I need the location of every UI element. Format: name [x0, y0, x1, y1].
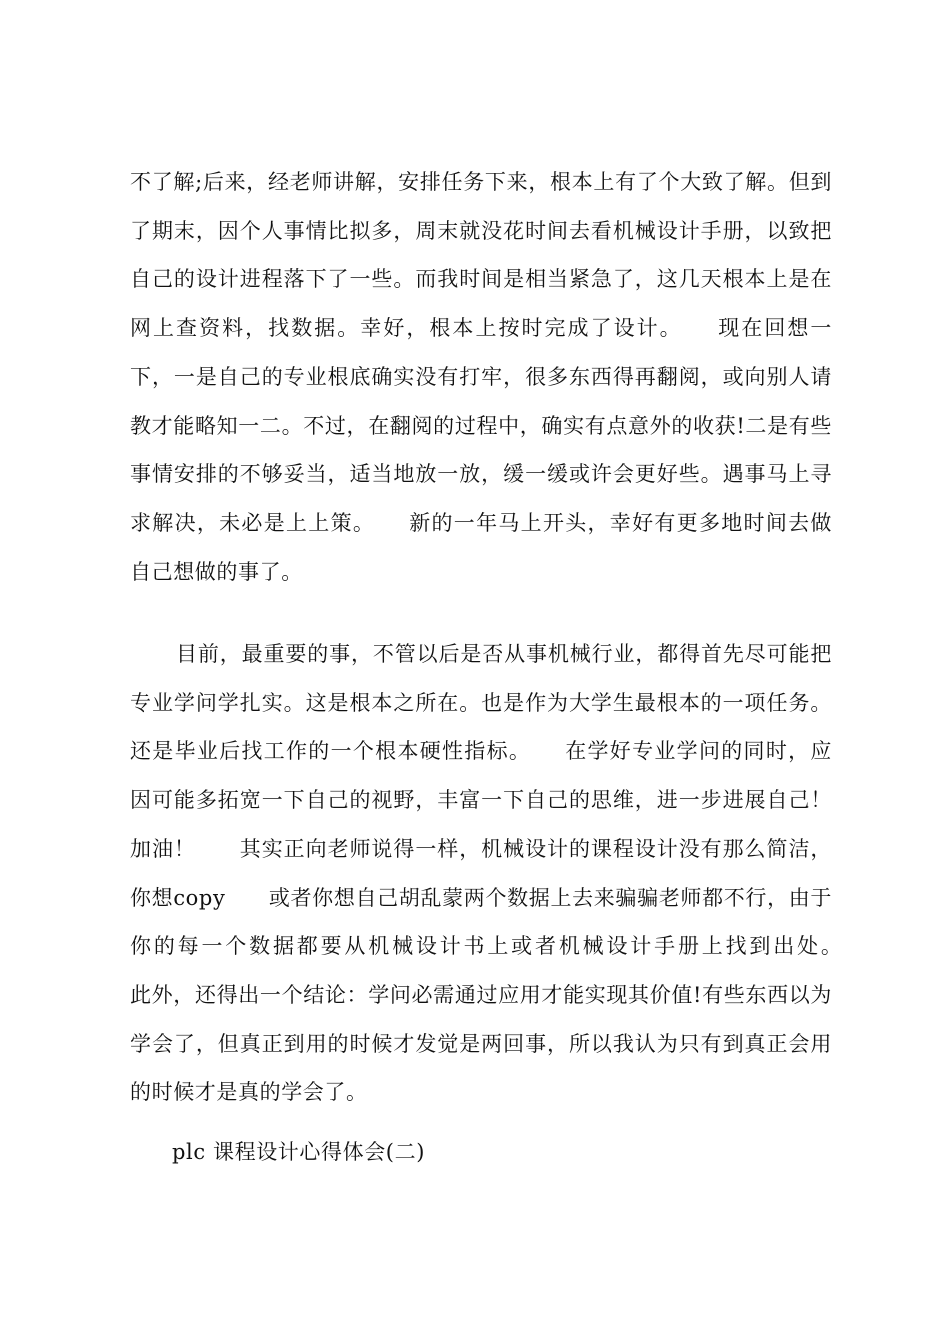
body-paragraph-1: 不了解;后来，经老师讲解，安排任务下来，根本上有了个大致了解。但到了期末，因个人事情比拟多，周末就没花时间去看机械设计手册，以致把自己的设计进程落下了一些。而我时间是相当紧急了，这几天根本上是在网上查资料，找数据。幸好，根本上按时完成了设计。 现在回想一下，一是自己的专业根底确实没有打牢，很多东西得再翻阅，或向别人请教才能略知一二。不过，在翻阅的过程中，确实有点意外的收获!二是有些事情安排的不够妥当，适当地放一放，缓一缓或许会更好些。遇事马上寻求解决，未必是上上策。 新的一年马上开头，幸好有更多地时间去做自己想做的事了。 — [130, 170, 832, 584]
body-paragraph-2: 目前，最重要的事，不管以后是否从事机械行业，都得首先尽可能把专业学问学扎实。这是根本之所在。也是作为大学生最根本的一项任务。还是毕业后找工作的一个根本硬性指标。 在学好专业学问的同时，应因可能多拓宽一下自己的视野，丰富一下自己的思维，进一步进展自己！加油！ 其实正向老师说得一样，机械设计的课程设计没有那么简洁，你想copy 或者你想自己胡乱蒙两个数据上去来骗骗老师都不行，由于你的每一个数据都要从机械设计书上或者机械设计手册上找到出处。 此外，还得出一个结论：学问必需通过应用才能实现其价值!有些东西以为学会了，但真正到用的时候才发觉是两回事，所以我认为只有到真正会用的时候才是真的学会了。 — [130, 642, 876, 1105]
section-heading: plc 课程设计心得体会(二) — [172, 1140, 425, 1164]
